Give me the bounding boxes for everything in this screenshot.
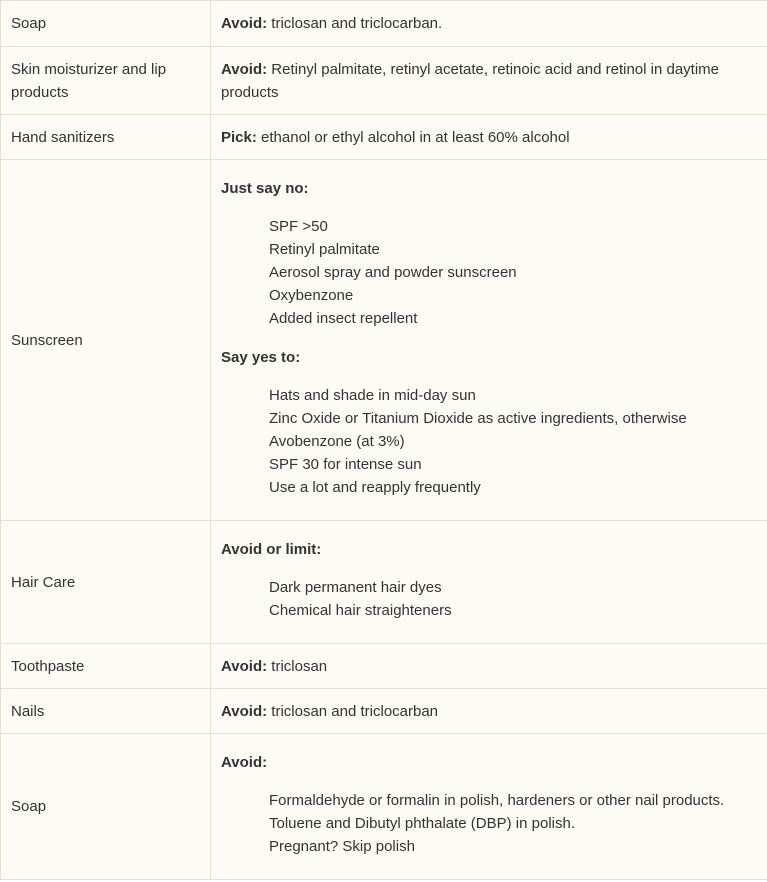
section-heading: Avoid or limit: bbox=[221, 541, 322, 558]
advice-cell bbox=[211, 47, 767, 115]
category-cell bbox=[1, 521, 211, 644]
list-item: Use a lot and reapply frequently bbox=[269, 479, 481, 496]
advice-text: ethanol or ethyl alcohol in at least 60% alcohol bbox=[256, 128, 570, 146]
list-item: Formaldehyde or formalin in polish, hardeners or other nail products. bbox=[269, 792, 725, 809]
advice-cell bbox=[211, 734, 767, 880]
list-item: Chemical hair straighteners bbox=[269, 602, 452, 619]
category-cell bbox=[1, 160, 211, 521]
section-heading: Avoid: bbox=[221, 754, 268, 771]
list-item: Dark permanent hair dyes bbox=[269, 579, 442, 596]
category-cell bbox=[1, 47, 211, 115]
category-label: Nails bbox=[11, 702, 45, 720]
category-label: Soap bbox=[11, 15, 47, 32]
category-cell bbox=[1, 1, 211, 47]
item-list bbox=[221, 576, 757, 622]
list-item: SPF 30 for intense sun bbox=[269, 456, 422, 473]
list-item: Added insect repellent bbox=[269, 310, 418, 327]
advice-keyword: Avoid: bbox=[221, 657, 268, 675]
advice-keyword: Pick: bbox=[221, 128, 257, 146]
section-heading: Say yes to: bbox=[221, 349, 301, 366]
category-label: Hair Care bbox=[11, 573, 76, 591]
advice-cell bbox=[211, 115, 767, 160]
list-item: SPF >50 bbox=[269, 218, 328, 235]
list-item: Toluene and Dibutyl phthalate (DBP) in polish. bbox=[269, 815, 576, 832]
advice-cell bbox=[211, 689, 767, 734]
item-list bbox=[221, 215, 757, 330]
category-label: Hand sanitizers bbox=[11, 128, 115, 146]
list-item: Retinyl palmitate bbox=[269, 241, 380, 258]
item-list bbox=[221, 789, 757, 858]
section-heading: Just say no: bbox=[221, 180, 309, 197]
advice-cell bbox=[211, 1, 767, 47]
advice-text: Retinyl palmitate, retinyl acetate, retinoic acid and retinol in daytime products bbox=[221, 60, 719, 101]
advice-cell bbox=[211, 644, 767, 689]
list-item: Hats and shade in mid-day sun bbox=[269, 387, 476, 404]
advice-keyword: Avoid: bbox=[221, 60, 268, 78]
category-cell bbox=[1, 644, 211, 689]
table-row bbox=[1, 47, 767, 115]
category-cell bbox=[1, 115, 211, 160]
table-row bbox=[1, 689, 767, 734]
table-row bbox=[1, 160, 767, 521]
advice-text: triclosan and triclocarban bbox=[267, 702, 439, 720]
table-row bbox=[1, 734, 767, 880]
category-cell bbox=[1, 689, 211, 734]
advice-keyword: Avoid: bbox=[221, 15, 268, 32]
list-item: Aerosol spray and powder sunscreen bbox=[269, 264, 517, 281]
table-row bbox=[1, 115, 767, 160]
advice-cell bbox=[211, 160, 767, 521]
category-label: Soap bbox=[11, 798, 47, 815]
category-cell bbox=[1, 734, 211, 880]
list-item: Avobenzone (at 3%) bbox=[269, 433, 405, 450]
category-label: Toothpaste bbox=[11, 657, 85, 675]
advice-cell bbox=[211, 521, 767, 644]
category-label: Skin moisturizer and lip products bbox=[11, 60, 167, 101]
advice-text: triclosan bbox=[267, 657, 328, 675]
item-list bbox=[221, 384, 757, 499]
table-row bbox=[1, 1, 767, 47]
advice-text: triclosan and triclocarban. bbox=[267, 15, 443, 32]
category-label: Sunscreen bbox=[11, 331, 83, 349]
list-item: Pregnant? Skip polish bbox=[269, 838, 415, 855]
table-row bbox=[1, 644, 767, 689]
list-item: Oxybenzone bbox=[269, 287, 354, 304]
table-row bbox=[1, 521, 767, 644]
advice-keyword: Avoid: bbox=[221, 702, 268, 720]
list-item: Zinc Oxide or Titanium Dioxide as active ingredients, otherwise bbox=[269, 410, 687, 427]
